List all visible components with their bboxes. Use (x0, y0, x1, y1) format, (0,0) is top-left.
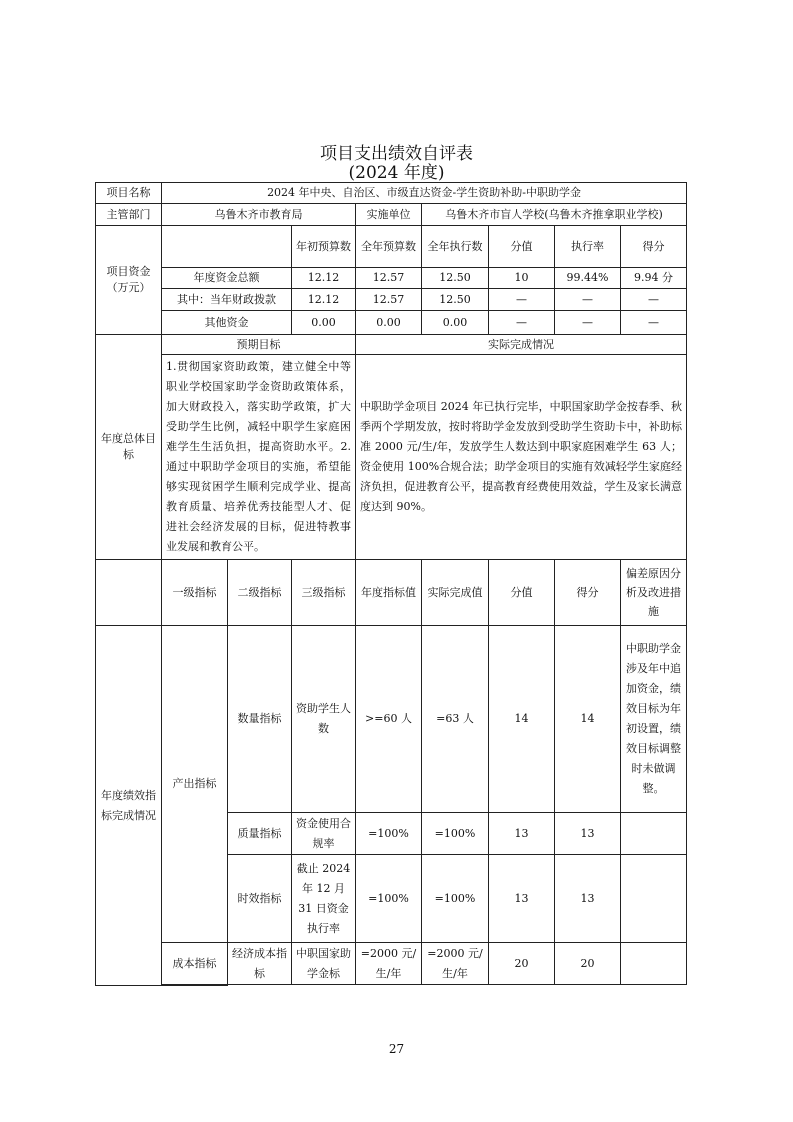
funds-cell: 12.50 (422, 289, 489, 311)
funds-cell: 12.57 (356, 268, 422, 289)
funds-cell: 10 (489, 268, 555, 289)
cost-indicator-label: 成本指标 (162, 943, 228, 985)
page-title: 项目支出绩效自评表 (320, 144, 473, 164)
funds-header: 分值 (489, 226, 555, 268)
weight-value: 14 (489, 626, 555, 813)
level3-indicator: 截止 2024 年 12 月 31 日资金执行率 (292, 855, 356, 943)
deviation-remark: 中职助学金涉及年中追加资金，绩效目标为年初设置，绩效目标调整时未做调整。 (621, 626, 687, 813)
funds-cell: 0.00 (422, 311, 489, 335)
expected-goal-header: 预期目标 (162, 335, 356, 355)
impl-label: 实施单位 (356, 204, 422, 226)
indicator-header: 二级指标 (228, 560, 292, 626)
funds-cell: 9.94 分 (621, 268, 687, 289)
funds-cell: — (621, 311, 687, 335)
project-name-label: 项目名称 (96, 183, 162, 204)
funds-cell: — (489, 289, 555, 311)
level3-indicator: 中职国家助学金标 (292, 943, 356, 985)
level2-indicator: 时效指标 (228, 855, 292, 943)
funds-header: 执行率 (555, 226, 621, 268)
funds-cell: 12.12 (292, 268, 356, 289)
score-value: 20 (555, 943, 621, 985)
indicator-header: 偏差原因分析及改进措施 (621, 560, 687, 626)
funds-row-label: 其他资金 (162, 311, 292, 335)
page-number: 27 (388, 1042, 405, 1056)
funds-cell: 12.12 (292, 289, 356, 311)
weight-value: 13 (489, 813, 555, 855)
actual-value: =100% (422, 813, 489, 855)
impl-value: 乌鲁木齐市盲人学校(乌鲁木齐推拿职业学校) (422, 204, 687, 226)
actual-result-header: 实际完成情况 (356, 335, 687, 355)
actual-value: =100% (422, 855, 489, 943)
target-value: =2000 元/生/年 (356, 943, 422, 985)
expected-goal-text: 1.贯彻国家资助政策，建立健全中等职业学校国家助学金资助政策体系，加大财政投入，落实助学政策，扩大受助学生比例，减轻中职学生家庭困难学生生活负担，提高资助水平。2.通过中职助学金项目的实施，希望能够实现贫困学生顺利完成学业、提高教育质量、培养优秀技能型人才、促进社会经济发展的目标，促进特教事业发展和教育公平。 (162, 355, 356, 560)
weight-value: 13 (489, 855, 555, 943)
funds-label: 项目资金（万元） (96, 226, 162, 335)
score-value: 14 (555, 626, 621, 813)
level2-indicator: 质量指标 (228, 813, 292, 855)
dept-value: 乌鲁木齐市教育局 (162, 204, 356, 226)
funds-cell: 0.00 (356, 311, 422, 335)
indicator-header: 一级指标 (162, 560, 228, 626)
score-value: 13 (555, 813, 621, 855)
actual-value: =63 人 (422, 626, 489, 813)
funds-row-label: 其中：当年财政拨款 (162, 289, 292, 311)
level3-indicator: 资金使用合规率 (292, 813, 356, 855)
project-name-value: 2024 年中央、自治区、市级直达资金-学生资助补助-中职助学金 (162, 183, 687, 204)
funds-cell: 0.00 (292, 311, 356, 335)
funds-header: 年初预算数 (292, 226, 356, 268)
indicator-header: 分值 (489, 560, 555, 626)
funds-row-label: 年度资金总额 (162, 268, 292, 289)
indicator-header: 三级指标 (292, 560, 356, 626)
page-subtitle: (2024 年度) (348, 163, 445, 183)
funds-cell: — (621, 289, 687, 311)
indicator-header: 得分 (555, 560, 621, 626)
dept-label: 主管部门 (96, 204, 162, 226)
output-indicator-label: 产出指标 (162, 626, 228, 943)
goals-label: 年度总体目标 (96, 335, 162, 560)
funds-header: 得分 (621, 226, 687, 268)
weight-value: 20 (489, 943, 555, 985)
target-value: =100% (356, 855, 422, 943)
indicator-header: 年度指标值 (356, 560, 422, 626)
deviation-remark (621, 813, 687, 855)
actual-value: =2000 元/生/年 (422, 943, 489, 985)
funds-cell: — (489, 311, 555, 335)
score-value: 13 (555, 855, 621, 943)
level2-indicator: 经济成本指标 (228, 943, 292, 985)
performance-section-label: 年度绩效指标完成情况 (96, 626, 162, 986)
funds-cell: 12.57 (356, 289, 422, 311)
level3-indicator: 资助学生人数 (292, 626, 356, 813)
funds-header: 全年执行数 (422, 226, 489, 268)
actual-result-text: 中职助学金项目 2024 年已执行完毕，中职国家助学金按春季、秋季两个学期发放，按时将助学金发放到受助学生资助卡中，补助标准 2000 元/生/年，发放学生人数达到中职家庭困难学生 63 人；资金使用 100%合规合法；助学金项目的实施有效减轻学生家庭经济负担，促进教育公平，提高教育经费使用效益，学生及家长满意度达到 90%。 (356, 355, 687, 560)
indicator-header: 实际完成值 (422, 560, 489, 626)
deviation-remark (621, 855, 687, 943)
performance-table (95, 182, 687, 986)
funds-cell: 12.50 (422, 268, 489, 289)
funds-cell: — (555, 289, 621, 311)
funds-cell: — (555, 311, 621, 335)
target-value: =100% (356, 813, 422, 855)
target-value: >=60 人 (356, 626, 422, 813)
funds-cell: 99.44% (555, 268, 621, 289)
funds-header: 全年预算数 (356, 226, 422, 268)
level2-indicator: 数量指标 (228, 626, 292, 813)
